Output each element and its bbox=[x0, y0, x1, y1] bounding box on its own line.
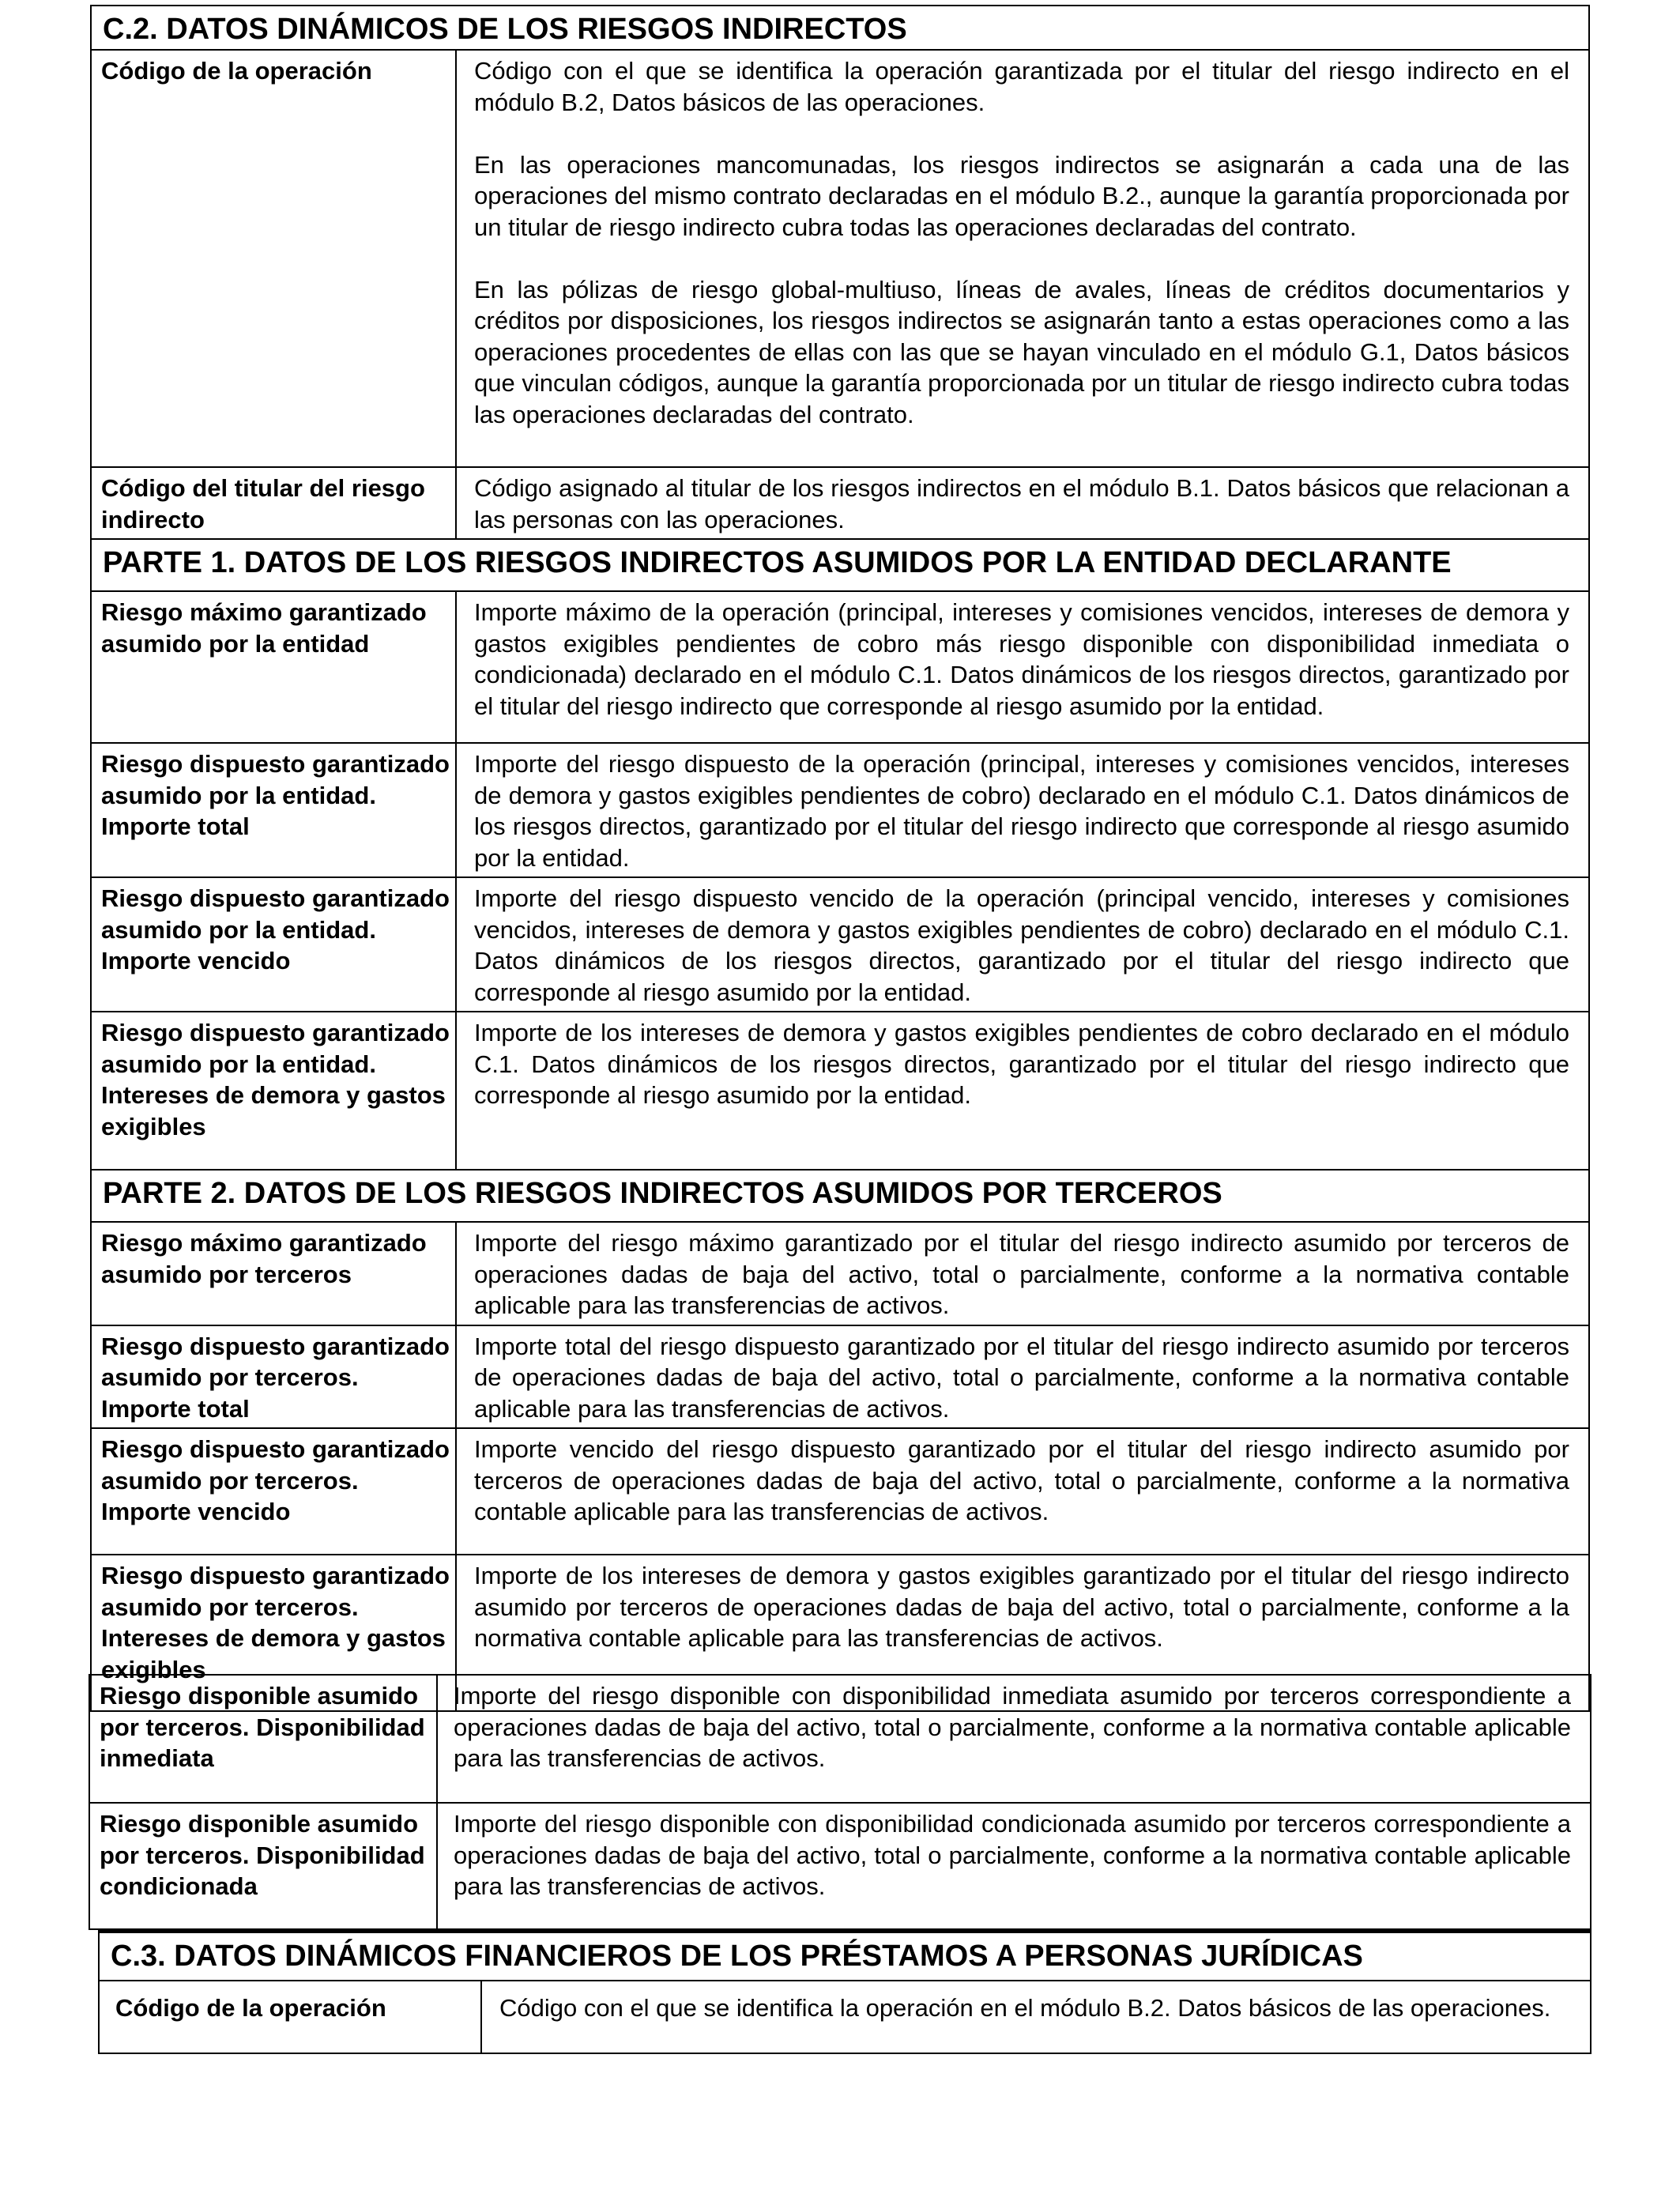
description-paragraph: En las operaciones mancomunadas, los riesgos indirectos se asignarán a cada una de las operaciones del mismo contrato declaradas en el módulo B.2., aunque la garantía proporcionada por un titular de riesgo indirecto cubra todas las operaciones declaradas del contrato. bbox=[474, 150, 1569, 241]
row-description: Importe vencido del riesgo dispuesto garantizado por el titular del riesgo indirecto asumido por terceros de operaciones dadas de baja del activo, total o parcialmente, conforme a la normativa contable aplicable para las transferencias de activos. bbox=[456, 1428, 1589, 1555]
row-description: Importe de los intereses de demora y gastos exigibles garantizado por el titular del riesgo indirecto asumido por terceros de operaciones dadas de baja del activo, total o parcialmente, conforme a la normativa contable aplicable para las transferencias de activos. bbox=[456, 1555, 1589, 1711]
row-description bbox=[456, 50, 1589, 467]
parte2-availability-table bbox=[89, 1674, 1591, 1930]
description-paragraph: En las pólizas de riesgo global-multiuso, líneas de avales, líneas de créditos documentarios y créditos por disposiciones, los riesgos indirectos se asignarán tanto a estas operaciones como a las operaciones procedentes de ellas con las que se hayan vinculado en el módulo G.1, Datos básicos que vinculan códigos, aunque la garantía proporcionada por un titular de riesgo indirecto cubra todas las operaciones declaradas del contrato. bbox=[474, 275, 1569, 428]
row-description: Código con el que se identifica la operación en el módulo B.2. Datos básicos de las operaciones. bbox=[481, 1981, 1591, 2053]
table-row bbox=[91, 50, 1589, 467]
description-paragraph: Código con el que se identifica la operación garantizada por el titular del riesgo indirecto en el módulo B.2, Datos básicos de las operaciones. bbox=[474, 57, 1569, 116]
table-row bbox=[91, 1325, 1589, 1429]
table-row bbox=[91, 743, 1589, 877]
row-description: Importe del riesgo dispuesto vencido de la operación (principal vencido, intereses y comisiones vencidos, intereses de demora y gastos exigibles pendientes de cobro) declarado en el módulo C.1. Datos dinámicos de los riesgos directos, garantizado por el titular del riesgo indirecto que corresponde al riesgo asumido por la entidad. bbox=[456, 877, 1589, 1012]
row-term: Riesgo dispuesto garantizado asumido por la entidad. Importe total bbox=[91, 743, 456, 877]
table-row bbox=[91, 877, 1589, 1012]
table-row bbox=[89, 1803, 1591, 1929]
row-description: Importe de los intereses de demora y gastos exigibles pendientes de cobro declarado en el módulo C.1. Datos dinámicos de los riesgos directos, garantizado por el titular del riesgo indirecto que corresponde al riesgo asumido por la entidad. bbox=[456, 1012, 1589, 1170]
row-description: Importe máximo de la operación (principal, intereses y comisiones vencidos, intereses de demora y gastos exigibles pendientes de cobro más riesgo disponible con disponibilidad inmediata o condicionada) declarado en el módulo C.1. Datos dinámicos de los riesgos directos, garantizado por el titular del riesgo indirecto que corresponde al riesgo asumido por la entidad. bbox=[456, 591, 1589, 743]
table-row bbox=[91, 1222, 1589, 1325]
section-title-parte1: PARTE 1. DATOS DE LOS RIESGOS INDIRECTOS ASUMIDOS POR LA ENTIDAD DECLARANTE bbox=[91, 539, 1589, 591]
section-title-parte2: PARTE 2. DATOS DE LOS RIESGOS INDIRECTOS ASUMIDOS POR TERCEROS bbox=[91, 1170, 1589, 1222]
table-row bbox=[89, 1675, 1591, 1803]
section-title-c3: C.3. DATOS DINÁMICOS FINANCIEROS DE LOS PRÉSTAMOS A PERSONAS JURÍDICAS bbox=[99, 1932, 1591, 1981]
row-term: Riesgo máximo garantizado asumido por terceros bbox=[91, 1222, 456, 1325]
row-term: Riesgo dispuesto garantizado asumido por terceros. Importe total bbox=[91, 1325, 456, 1429]
row-term: Código del titular del riesgo indirecto bbox=[91, 467, 456, 539]
table-row bbox=[91, 591, 1589, 743]
row-term: Riesgo dispuesto garantizado asumido por terceros. Importe vencido bbox=[91, 1428, 456, 1555]
row-term: Riesgo dispuesto garantizado asumido por la entidad. Intereses de demora y gastos exigibles bbox=[91, 1012, 456, 1170]
row-description: Importe del riesgo máximo garantizado por el titular del riesgo indirecto asumido por terceros de operaciones dadas de baja del activo, total o parcialmente, conforme a la normativa contable aplicable para las transferencias de activos. bbox=[456, 1222, 1589, 1325]
row-term: Código de la operación bbox=[99, 1981, 481, 2053]
row-term: Riesgo máximo garantizado asumido por la entidad bbox=[91, 591, 456, 743]
row-description: Importe del riesgo disponible con disponibilidad inmediata asumido por terceros correspondiente a operaciones dadas de baja del activo, total o parcialmente, conforme a la normativa contable aplicable para las transferencias de activos. bbox=[437, 1675, 1591, 1803]
table-row bbox=[99, 1981, 1591, 2053]
c3-table bbox=[98, 1930, 1591, 2054]
row-term: Riesgo disponible asumido por terceros. Disponibilidad condicionada bbox=[89, 1803, 437, 1929]
row-description: Importe del riesgo disponible con disponibilidad condicionada asumido por terceros correspondiente a operaciones dadas de baja del activo, total o parcialmente, conforme a la normativa contable aplicable para las transferencias de activos. bbox=[437, 1803, 1591, 1929]
section-title-c2: C.2. DATOS DINÁMICOS DE LOS RIESGOS INDIRECTOS bbox=[91, 6, 1589, 50]
c2-table bbox=[90, 5, 1590, 1712]
row-description: Importe del riesgo dispuesto de la operación (principal, intereses y comisiones vencidos, intereses de demora y gastos exigibles pendientes de cobro) declarado en el módulo C.1. Datos dinámicos de los riesgos directos, garantizado por el titular del riesgo indirecto que corresponde al riesgo asumido por la entidad. bbox=[456, 743, 1589, 877]
row-term: Código de la operación bbox=[91, 50, 456, 467]
row-description: Código asignado al titular de los riesgos indirectos en el módulo B.1. Datos básicos que relacionan a las personas con las operaciones. bbox=[456, 467, 1589, 539]
table-row bbox=[91, 467, 1589, 539]
row-description: Importe total del riesgo dispuesto garantizado por el titular del riesgo indirecto asumido por terceros de operaciones dadas de baja del activo, total o parcialmente, conforme a la normativa contable aplicable para las transferencias de activos. bbox=[456, 1325, 1589, 1429]
row-term: Riesgo dispuesto garantizado asumido por la entidad. Importe vencido bbox=[91, 877, 456, 1012]
row-term: Riesgo dispuesto garantizado asumido por terceros. Intereses de demora y gastos exigibles bbox=[91, 1555, 456, 1711]
row-term: Riesgo disponible asumido por terceros. Disponibilidad inmediata bbox=[89, 1675, 437, 1803]
table-row bbox=[91, 1012, 1589, 1170]
table-row bbox=[91, 1428, 1589, 1555]
